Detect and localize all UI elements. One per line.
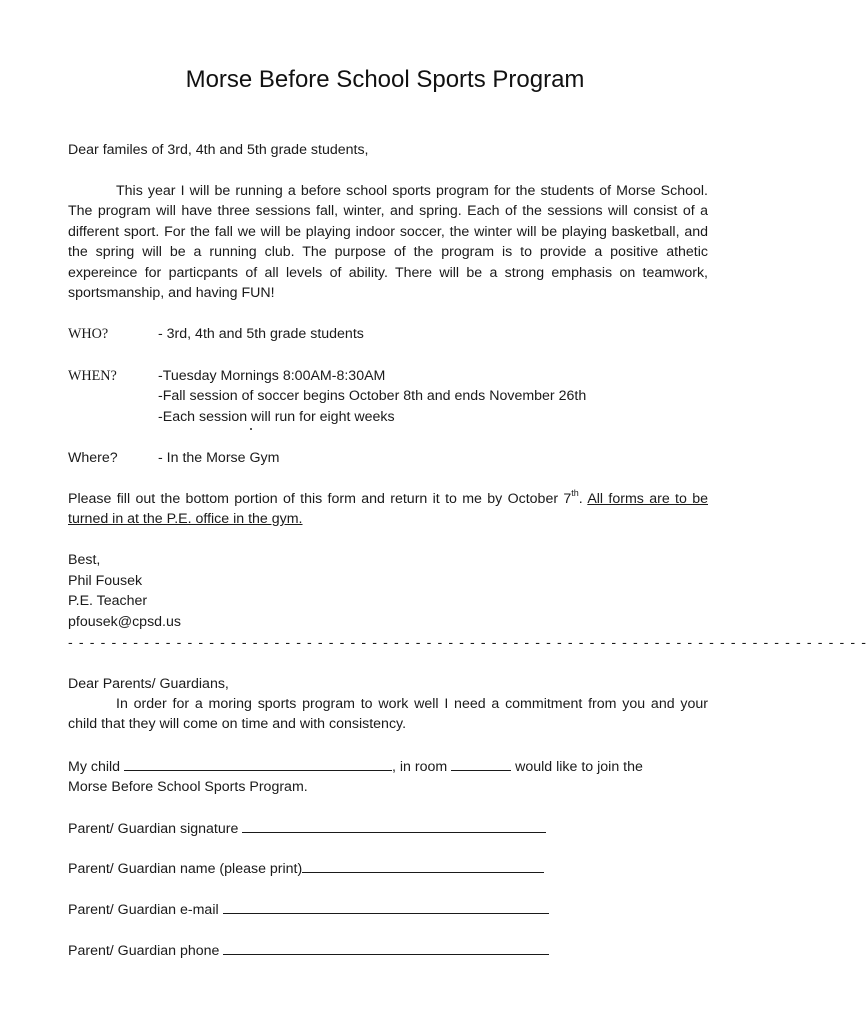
room-label: , in room — [392, 759, 448, 775]
when-line: -Fall session of soccer begins October 8th and ends November 26th — [158, 388, 587, 404]
instructions-text: Please fill out the bottom portion of this form and return it to me by October 7 — [68, 491, 572, 507]
who-label: WHO? — [68, 326, 109, 342]
print-name-line — [68, 858, 544, 879]
phone-field[interactable] — [223, 940, 549, 955]
form-intro: In order for a moring sports program to work well I need a commitment from you and your child that they will come on time and with consistency. — [68, 696, 708, 733]
signature-label: Parent/ Guardian signature — [68, 821, 239, 837]
cut-line-divider: - - - - - - - - - - - - - - - - - - - - - - - - - - - - - - - - - - - - - - - - - - - - - - - - - - - - - - - - - - - - - - - - - - - - - - - - - - — [68, 635, 867, 651]
signature-field[interactable] — [242, 818, 546, 833]
page-title: Morse Before School Sports Program — [185, 66, 585, 93]
where-label: Where? — [68, 450, 118, 466]
signoff-closing: Best, — [68, 552, 101, 568]
print-name-label: Parent/ Guardian name (please print) — [68, 861, 303, 877]
child-label: My child — [68, 759, 121, 775]
email-field[interactable] — [223, 899, 549, 914]
greeting: Dear familes of 3rd, 4th and 5th grade students, — [68, 142, 369, 158]
instructions-underlined: All forms are to be turned in at the P.E. office in the gym. — [68, 491, 708, 528]
intro-paragraph: This year I will be running a before school sports program for the students of Morse School. The program will have three sessions fall, winter, and spring. Each of the sessions will consist of a different sport. For the fall we will be playing indoor soccer, the winter will be playing basketball, and the spring will be a running club. The purpose of the program is to provide a positive athetic expereince for particpants of all levels of ability. There will be a strong emphasis on teamwork, sportsmanship, and having FUN! — [68, 183, 708, 302]
signature-line — [68, 818, 546, 839]
child-name-field[interactable] — [124, 756, 392, 771]
instructions-text-end: . — [578, 491, 583, 507]
when-line: -Tuesday Mornings 8:00AM-8:30AM — [158, 368, 386, 384]
email-label: Parent/ Guardian e-mail — [68, 902, 219, 918]
stray-mark — [250, 428, 252, 430]
print-name-field[interactable] — [302, 858, 544, 873]
where-value: - In the Morse Gym — [158, 450, 280, 466]
phone-label: Parent/ Guardian phone — [68, 943, 220, 959]
program-line: Morse Before School Sports Program. — [68, 779, 308, 795]
join-label: would like to join the — [515, 759, 643, 775]
form-greeting: Dear Parents/ Guardians, — [68, 676, 229, 692]
phone-line — [68, 940, 549, 961]
who-value: - 3rd, 4th and 5th grade students — [158, 326, 364, 342]
signoff-name: Phil Fousek — [68, 573, 143, 589]
signoff-role: P.E. Teacher — [68, 593, 148, 609]
child-line — [68, 756, 643, 777]
instructions-paragraph — [68, 489, 708, 530]
email-line — [68, 899, 549, 920]
when-line: -Each session will run for eight weeks — [158, 409, 395, 425]
room-number-field[interactable] — [451, 756, 511, 771]
when-label: WHEN? — [68, 368, 117, 384]
signoff-email: pfousek@cpsd.us — [68, 614, 181, 630]
instructions-superscript: th — [571, 488, 579, 499]
